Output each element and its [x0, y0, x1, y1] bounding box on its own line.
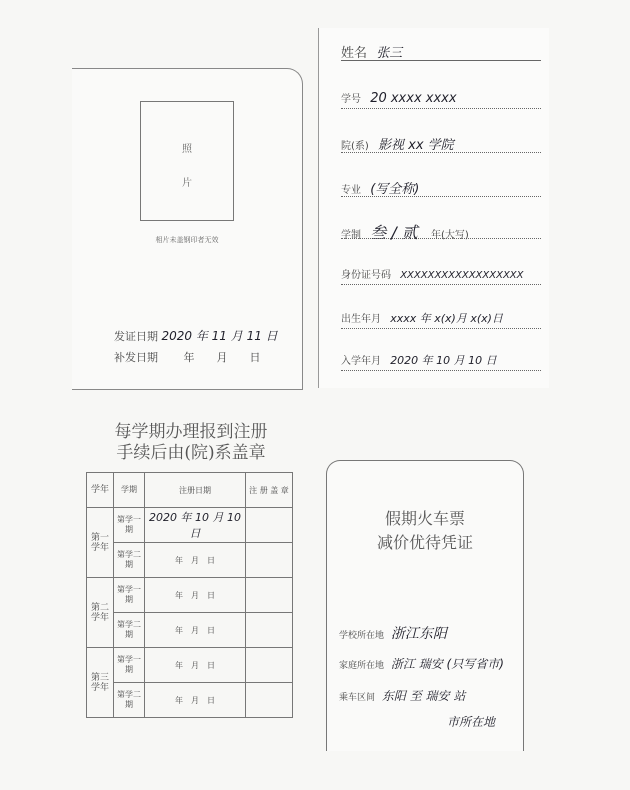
student-id-field	[341, 90, 541, 109]
table-row	[87, 543, 293, 578]
route-field	[339, 687, 465, 704]
major-value: (写全称)	[370, 182, 420, 197]
reissue-date-row	[114, 349, 261, 365]
dept-label: 院(系)	[341, 141, 369, 152]
student-id-value: 20 xxxx xxxx	[370, 91, 457, 106]
date-cell: 年 月 日	[145, 683, 246, 718]
term-cell: 第学二期	[114, 543, 145, 578]
header-term: 学期	[114, 473, 145, 508]
photo-label-bottom: 片	[182, 178, 192, 189]
year-cell: 第三学年	[87, 648, 114, 718]
duration-label: 学制	[341, 230, 361, 241]
stamp-note: 相片未盖钢印者无效	[155, 236, 219, 244]
ticket-page	[326, 460, 524, 751]
home-location-field	[339, 655, 504, 672]
birth-field	[341, 310, 541, 329]
table-row	[87, 578, 293, 613]
route-value: 东阳 至 瑞安 站	[381, 689, 466, 703]
date-cell	[145, 508, 246, 543]
ticket-title-line2: 减价优待凭证	[376, 533, 473, 552]
photo-box	[140, 101, 234, 221]
issue-date-row	[114, 327, 278, 344]
ticket-title-line1: 假期火车票	[384, 509, 465, 528]
home-location-value: 浙江 瑞安 (只写省市)	[390, 657, 504, 671]
registration-title-line2: 手续后由(院)系盖章	[116, 443, 266, 463]
header-seal: 注 册 盖 章	[246, 473, 293, 508]
duration-value: 叁 / 贰	[370, 223, 418, 242]
dept-field	[341, 134, 541, 153]
reissue-date-label: 补发日期	[114, 351, 158, 364]
date-cell: 年 月 日	[145, 648, 246, 683]
term-cell: 第学二期	[114, 683, 145, 718]
duration-suffix: 年(大写)	[430, 230, 469, 241]
seal-cell	[246, 543, 293, 578]
info-page	[318, 28, 549, 388]
enroll-field	[341, 352, 541, 371]
student-id-label: 学号	[341, 94, 361, 105]
major-label: 专业	[341, 185, 361, 196]
term-cell: 第学一期	[114, 648, 145, 683]
enroll-label: 入学年月	[341, 356, 381, 367]
enroll-value: 2020 年 10 月 10 日	[390, 354, 497, 367]
header-year: 学年	[87, 473, 114, 508]
reissue-date-value: 年 月 日	[183, 351, 261, 364]
seal-cell	[246, 578, 293, 613]
issue-date-label: 发证日期	[114, 330, 158, 343]
school-location-label: 学校所在地	[339, 631, 385, 641]
date-cell: 年 月 日	[145, 613, 246, 648]
photo-label-top: 照	[182, 144, 192, 155]
seal-cell	[246, 683, 293, 718]
table-row	[87, 613, 293, 648]
route-label: 乘车区间	[339, 693, 376, 703]
route-note	[447, 713, 495, 730]
school-location-value: 浙江东阳	[390, 626, 447, 642]
home-location-label: 家庭所在地	[339, 661, 385, 671]
first-date-value: 2020 年 10 月 10 日	[149, 511, 241, 540]
seal-cell	[246, 508, 293, 543]
birth-label: 出生年月	[341, 314, 381, 325]
date-cell: 年 月 日	[145, 543, 246, 578]
route-note-value: 市所在地	[447, 715, 496, 729]
idcard-label: 身份证号码	[341, 270, 391, 281]
registration-title	[86, 422, 296, 464]
header-date: 注册日期	[145, 473, 246, 508]
registration-table	[86, 472, 293, 718]
name-value: 张三	[376, 46, 403, 61]
ticket-title	[327, 507, 523, 555]
table-header-row	[87, 473, 293, 508]
term-cell: 第学二期	[114, 613, 145, 648]
idcard-value: XXXXXXXXXXXXXXXXXX	[400, 270, 524, 281]
term-cell: 第学一期	[114, 508, 145, 543]
table-row	[87, 508, 293, 543]
issue-date-value: 2020 年 11 月 11 日	[161, 329, 278, 343]
duration-field	[341, 220, 541, 242]
date-cell: 年 月 日	[145, 578, 246, 613]
idcard-field	[341, 266, 541, 285]
seal-cell	[246, 613, 293, 648]
table-row	[87, 648, 293, 683]
major-field	[341, 178, 541, 197]
name-field	[341, 42, 541, 61]
term-cell: 第学一期	[114, 578, 145, 613]
seal-cell	[246, 648, 293, 683]
dept-value: 影视 xx 学院	[378, 138, 454, 153]
registration-title-line1: 每学期办理报到注册	[114, 422, 268, 442]
year-cell: 第二学年	[87, 578, 114, 648]
photo-page	[72, 68, 303, 390]
year-cell: 第一学年	[87, 508, 114, 578]
school-location-field	[339, 623, 447, 643]
table-row	[87, 683, 293, 718]
name-label: 姓名	[341, 46, 368, 61]
birth-value: xxxx 年 x(x)月 x(x)日	[390, 312, 503, 325]
